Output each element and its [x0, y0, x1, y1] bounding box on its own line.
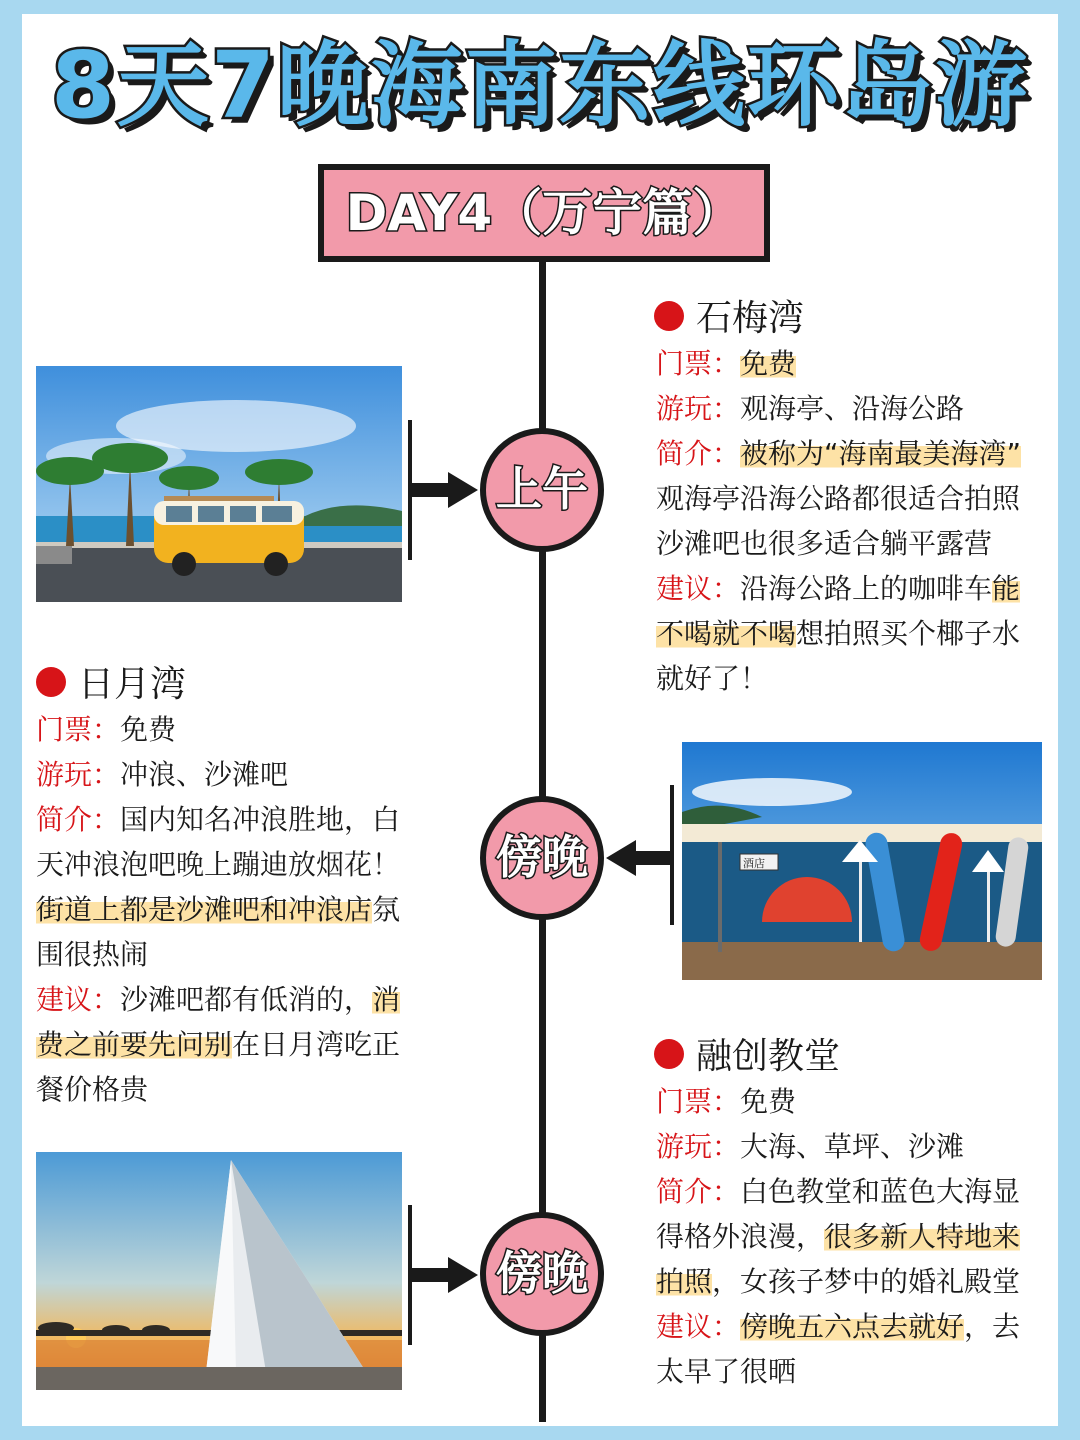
- play-label: 游玩：: [656, 392, 741, 425]
- day-label-box: [318, 164, 770, 262]
- timeline-node-label: 傍晚: [496, 1246, 588, 1300]
- intro-row: [656, 1214, 1020, 1259]
- spot-name: 日月湾: [78, 664, 187, 705]
- spot-details-church: [656, 1079, 1020, 1394]
- advice-highlight: 不喝就不喝: [656, 617, 797, 650]
- intro-highlight: 被称为“海南最美海湾”: [740, 437, 1022, 470]
- ticket-row: [656, 1079, 1020, 1124]
- advice-row: [656, 611, 1021, 656]
- play-label: 游玩：: [656, 1130, 741, 1163]
- play-value: 大海、草坪、沙滩: [740, 1130, 965, 1163]
- intro-row: [656, 1259, 1020, 1304]
- play-value: 冲浪、沙滩吧: [120, 758, 289, 791]
- timeline-node-label: 傍晚: [496, 830, 588, 884]
- intro-highlight: 很多新人特地来: [824, 1220, 1021, 1253]
- timeline-node-morning: [480, 428, 604, 552]
- advice-row: [36, 1022, 400, 1067]
- day-label: DAY4（万宁篇）: [345, 184, 743, 242]
- advice-text: 沿海公路上的咖啡车: [740, 572, 993, 605]
- bullet-dot-icon: [654, 301, 684, 331]
- intro-row: [36, 797, 400, 842]
- intro-label: 简介：: [656, 437, 741, 470]
- arrow-right-icon: [412, 1257, 478, 1293]
- advice-row: [656, 566, 1021, 611]
- bullet-dot-icon: [654, 1039, 684, 1069]
- bullet-dot-icon: [36, 667, 66, 697]
- intro-text: 得格外浪漫，: [656, 1220, 825, 1253]
- intro-highlight: 拍照: [656, 1265, 713, 1298]
- advice-row: [656, 1304, 1020, 1349]
- intro-label: 简介：: [656, 1175, 741, 1208]
- advice-text: 太早了很晒: [656, 1355, 797, 1388]
- play-value: 观海亭、沿海公路: [740, 392, 965, 425]
- intro-text: ，女孩子梦中的婚礼殿堂: [712, 1265, 1021, 1298]
- photo-sign-text: 酒店: [743, 857, 765, 870]
- ticket-row: [36, 707, 400, 752]
- intro-row: [656, 431, 1021, 476]
- advice-highlight: 费之前要先问别: [36, 1028, 233, 1061]
- advice-text: 想拍照买个椰子水: [796, 617, 1021, 650]
- photo-shimei-bay-van: [36, 366, 402, 602]
- spot-heading-riyue: [36, 656, 186, 707]
- intro-text: 白色教堂和蓝色大海显: [740, 1175, 1021, 1208]
- photo-sunac-church: [36, 1152, 402, 1390]
- spot-details-shimei: [656, 341, 1021, 701]
- play-row: [36, 752, 400, 797]
- ticket-value: 免费: [120, 713, 177, 746]
- intro-row: [36, 887, 400, 932]
- advice-label: 建议：: [36, 983, 121, 1016]
- intro-text: 沙滩吧也很多适合躺平露营: [656, 527, 993, 560]
- page-title: 8天7晚海南东线环岛游: [50, 32, 1030, 139]
- ticket-value: 免费: [740, 347, 797, 380]
- timeline-node-label: 上午: [496, 462, 588, 516]
- arrow-right-icon: [412, 472, 478, 508]
- intro-label: 简介：: [36, 803, 121, 836]
- intro-text: 天冲浪泡吧晚上蹦迪放烟花！: [36, 848, 401, 881]
- intro-text: 国内知名冲浪胜地，白: [120, 803, 401, 836]
- ticket-label: 门票：: [36, 713, 121, 746]
- ticket-label: 门票：: [656, 1085, 741, 1118]
- timeline-node-evening-2: [480, 1212, 604, 1336]
- advice-text: 沙滩吧都有低消的，: [120, 983, 373, 1016]
- advice-text: 就好了！: [656, 662, 769, 695]
- play-label: 游玩：: [36, 758, 121, 791]
- spot-name: 融创教堂: [696, 1036, 841, 1077]
- spot-name: 石梅湾: [696, 298, 805, 339]
- intro-text: 观海亭沿海公路都很适合拍照: [656, 482, 1021, 515]
- intro-text: 氛: [372, 893, 401, 926]
- play-row: [656, 1124, 1020, 1169]
- advice-text: 在日月湾吃正: [232, 1028, 401, 1061]
- advice-text: 餐价格贵: [36, 1073, 149, 1106]
- intro-highlight: 街道上都是沙滩吧和冲浪店: [36, 893, 373, 926]
- play-row: [656, 386, 1021, 431]
- ticket-value: 免费: [740, 1085, 797, 1118]
- intro-row: [656, 1169, 1020, 1214]
- arrow-left-icon: [606, 840, 672, 876]
- timeline-node-evening-1: [480, 796, 604, 920]
- advice-row: [36, 977, 400, 1022]
- advice-label: 建议：: [656, 1310, 741, 1343]
- photo-riyue-bay-surfboards: [682, 742, 1042, 980]
- spot-details-riyue: [36, 707, 400, 1112]
- ticket-label: 门票：: [656, 347, 741, 380]
- ticket-row: [656, 341, 1021, 386]
- advice-highlight: 傍晚五六点去就好: [740, 1310, 965, 1343]
- spot-heading-church: [654, 1028, 840, 1079]
- advice-label: 建议：: [656, 572, 741, 605]
- intro-text: 围很热闹: [36, 938, 149, 971]
- advice-highlight: 消: [372, 983, 401, 1016]
- advice-text: ，去: [964, 1310, 1021, 1343]
- spot-heading-shimei: [654, 290, 804, 341]
- advice-highlight: 能: [992, 572, 1021, 605]
